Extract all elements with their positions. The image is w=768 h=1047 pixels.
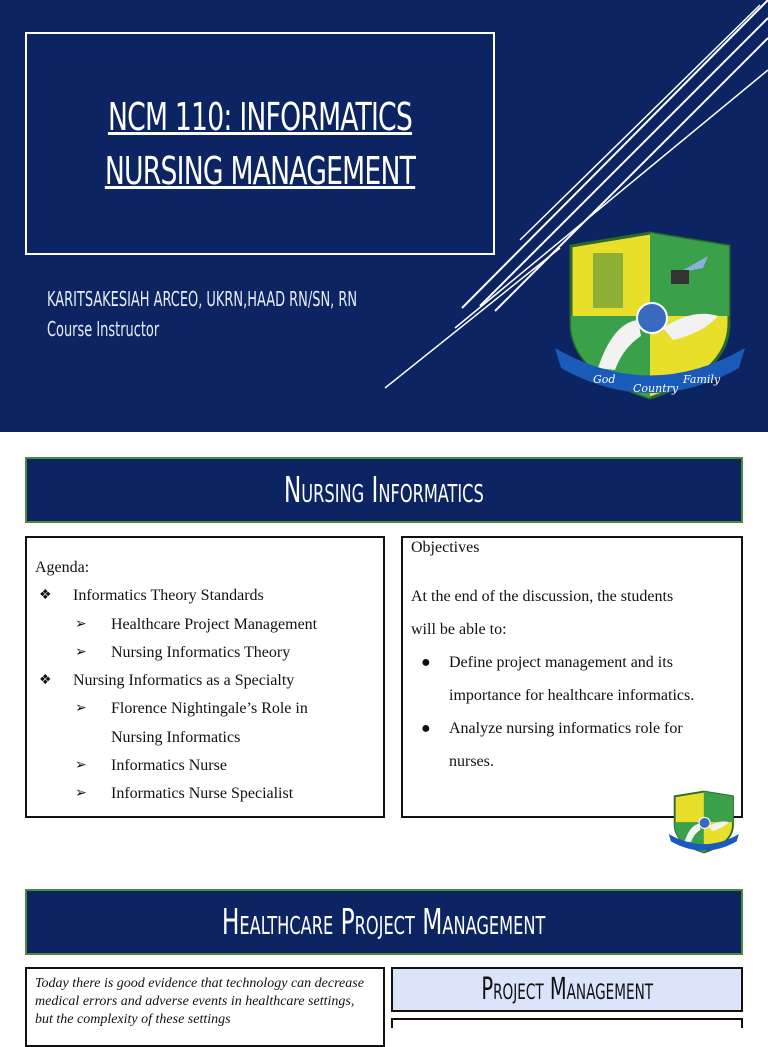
- school-crest-logo: [553, 228, 748, 403]
- objectives-intro-line1: At the end of the discussion, the students: [411, 588, 674, 605]
- objective-text: nurses.: [449, 753, 494, 770]
- slide-header: [25, 457, 743, 523]
- school-crest-small-logo: [668, 788, 740, 856]
- agenda-item-text: Informatics Nurse: [111, 757, 227, 775]
- agenda-item-text: Healthcare Project Management: [111, 615, 318, 633]
- agenda-item: [35, 752, 383, 780]
- arrow-bullet-icon: ➢: [75, 758, 87, 774]
- agenda-label: Agenda:: [35, 559, 90, 576]
- agenda-item: [35, 611, 383, 639]
- title-slide: [0, 0, 768, 432]
- objectives-box: [401, 536, 743, 818]
- content-box-partial: [391, 1018, 743, 1028]
- agenda-item-text: Informatics Theory Standards: [73, 587, 264, 605]
- objective-text: importance for healthcare informatics.: [449, 687, 695, 704]
- agenda-item: [35, 780, 383, 808]
- agenda-item-text: Informatics Nurse Specialist: [111, 785, 294, 803]
- agenda-item: [35, 639, 383, 667]
- agenda-item: [35, 724, 383, 752]
- project-management-label: Project Management: [481, 972, 653, 1007]
- project-management-slide: [0, 864, 768, 1027]
- slide-header-title: Healthcare Project Management: [222, 901, 546, 943]
- slide-header: [25, 889, 743, 955]
- project-management-label-box: [391, 967, 743, 1012]
- agenda-item-text: Nursing Informatics Theory: [111, 643, 291, 661]
- crest-motto-country: Country: [633, 382, 679, 395]
- objective-item: [411, 712, 733, 778]
- agenda-item: [35, 695, 383, 723]
- objectives-label: Objectives: [411, 539, 480, 556]
- diamond-bullet-icon: ❖: [39, 673, 52, 689]
- arrow-bullet-icon: ➢: [75, 644, 87, 660]
- objective-item: [411, 646, 733, 712]
- instructor-role: Course Instructor: [47, 317, 160, 341]
- slide-header-title: Nursing Informatics: [284, 469, 484, 511]
- agenda-item-text: Florence Nightingale’s Role in: [111, 700, 308, 718]
- agenda-item-text: Nursing Informatics: [111, 728, 241, 746]
- crest-motto-family: Family: [683, 373, 721, 386]
- arrow-bullet-icon: ➢: [75, 701, 87, 717]
- objective-text: Analyze nursing informatics role for: [449, 720, 683, 737]
- agenda-list: [35, 582, 383, 808]
- objectives-intro-line2: will be able to:: [411, 621, 507, 638]
- title-frame: [25, 32, 495, 255]
- arrow-bullet-icon: ➢: [75, 616, 87, 632]
- agenda-item: [35, 582, 383, 610]
- diamond-bullet-icon: ❖: [39, 588, 52, 604]
- bullet-dot-icon: ●: [421, 654, 431, 671]
- bullet-dot-icon: ●: [421, 720, 431, 737]
- agenda-item: [35, 667, 383, 695]
- agenda-item-text: Nursing Informatics as a Specialty: [73, 672, 295, 690]
- quote-box: Today there is good evidence that technology can decrease medical errors and adverse events in healthcare settings, but the complexity of these settings: [25, 967, 385, 1047]
- instructor-name: KARITSAKESIAH ARCEO, UKRN,HAAD RN/SN, RN: [47, 287, 358, 311]
- nursing-informatics-slide: [0, 432, 768, 864]
- slide-title: NCM 110: INFORMATICS NURSING MANAGEMENT: [104, 94, 416, 193]
- agenda-box: [25, 536, 385, 818]
- objective-text: Define project management and its: [449, 654, 673, 671]
- arrow-bullet-icon: ➢: [75, 786, 87, 802]
- crest-motto-god: God: [593, 373, 616, 386]
